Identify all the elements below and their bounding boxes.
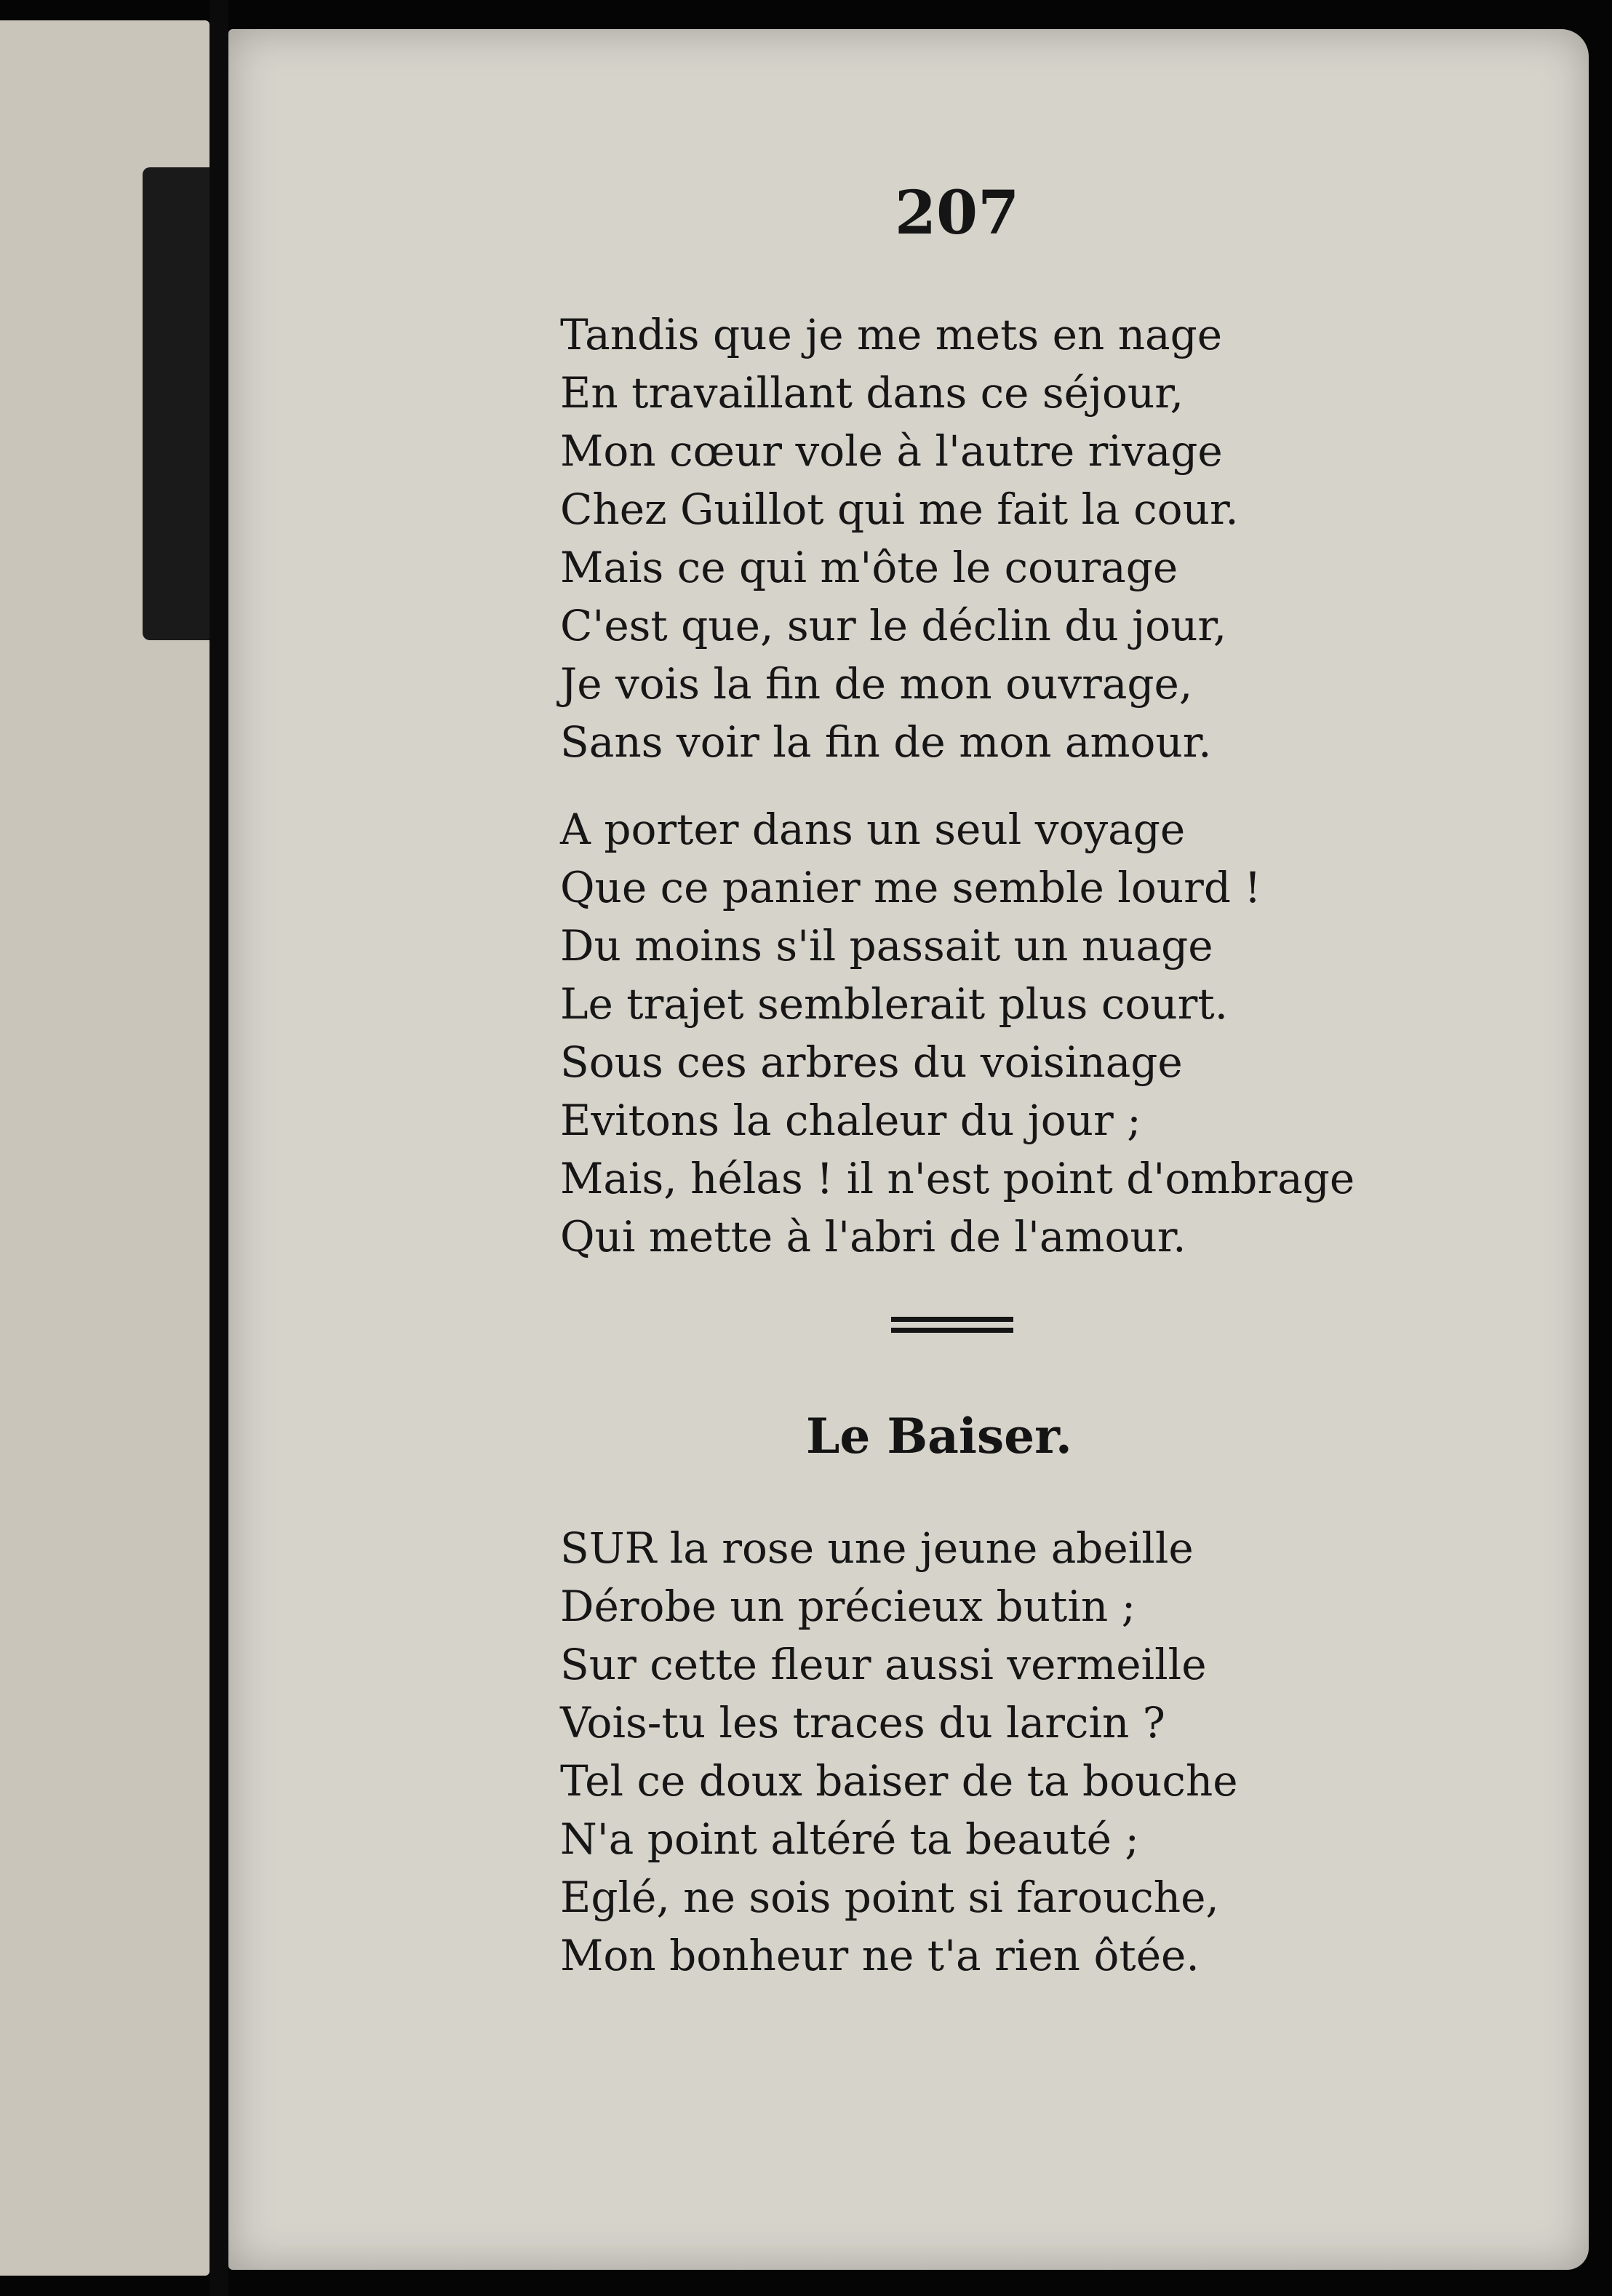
verse-line: Le trajet semblerait plus court. <box>560 979 1229 1029</box>
verse-line: Mon cœur vole à l'autre rivage <box>560 426 1223 476</box>
page-number: 207 <box>895 178 1020 248</box>
verse-line: Vois-tu les traces du larcin ? <box>560 1698 1165 1747</box>
verse-line: N'a point altéré ta beauté ; <box>560 1814 1139 1864</box>
stanza-1 <box>560 306 1433 771</box>
verse-line: Sans voir la fin de mon amour. <box>560 717 1212 767</box>
divider-bar-top <box>891 1317 1013 1322</box>
verse-line: Mais, hélas ! il n'est point d'ombrage <box>560 1154 1355 1203</box>
verse-line: Sur cette fleur aussi vermeille <box>560 1640 1207 1689</box>
verse-line: Que ce panier me semble lourd ! <box>560 863 1261 912</box>
verse-line: Sous ces arbres du voisinage <box>560 1037 1183 1087</box>
verse-line: Du moins s'il passait un nuage <box>560 921 1213 970</box>
verse-line: Eglé, ne sois point si farouche, <box>560 1873 1219 1922</box>
section-title: Le Baiser. <box>806 1408 1072 1464</box>
verse-line: Tandis que je me mets en nage <box>560 310 1223 359</box>
verse-line: Dérobe un précieux butin ; <box>560 1582 1136 1631</box>
divider-bar-bottom <box>891 1328 1013 1333</box>
verse-line: Qui mette à l'abri de l'amour. <box>560 1212 1186 1261</box>
verse-line: Evitons la chaleur du jour ; <box>560 1096 1141 1145</box>
verse-line: Chez Guillot qui me fait la cour. <box>560 485 1239 534</box>
stanza-le-baiser <box>560 1519 1433 1985</box>
section-divider <box>891 1317 1013 1337</box>
book-gutter <box>210 0 228 2296</box>
verse-line: Je vois la fin de mon ouvrage, <box>560 659 1193 709</box>
verse-line: Mais ce qui m'ôte le courage <box>560 543 1178 592</box>
stanza-2 <box>560 800 1433 1266</box>
verse-line: En travaillant dans ce séjour, <box>560 368 1184 418</box>
verse-line: SUR la rose une jeune abeille <box>560 1523 1194 1573</box>
verse-line: C'est que, sur le déclin du jour, <box>560 601 1227 650</box>
verse-line: Tel ce doux baiser de ta bouche <box>560 1756 1238 1806</box>
verse-line: A porter dans un seul voyage <box>560 805 1186 854</box>
verse-line: Mon bonheur ne t'a rien ôtée. <box>560 1931 1200 1980</box>
